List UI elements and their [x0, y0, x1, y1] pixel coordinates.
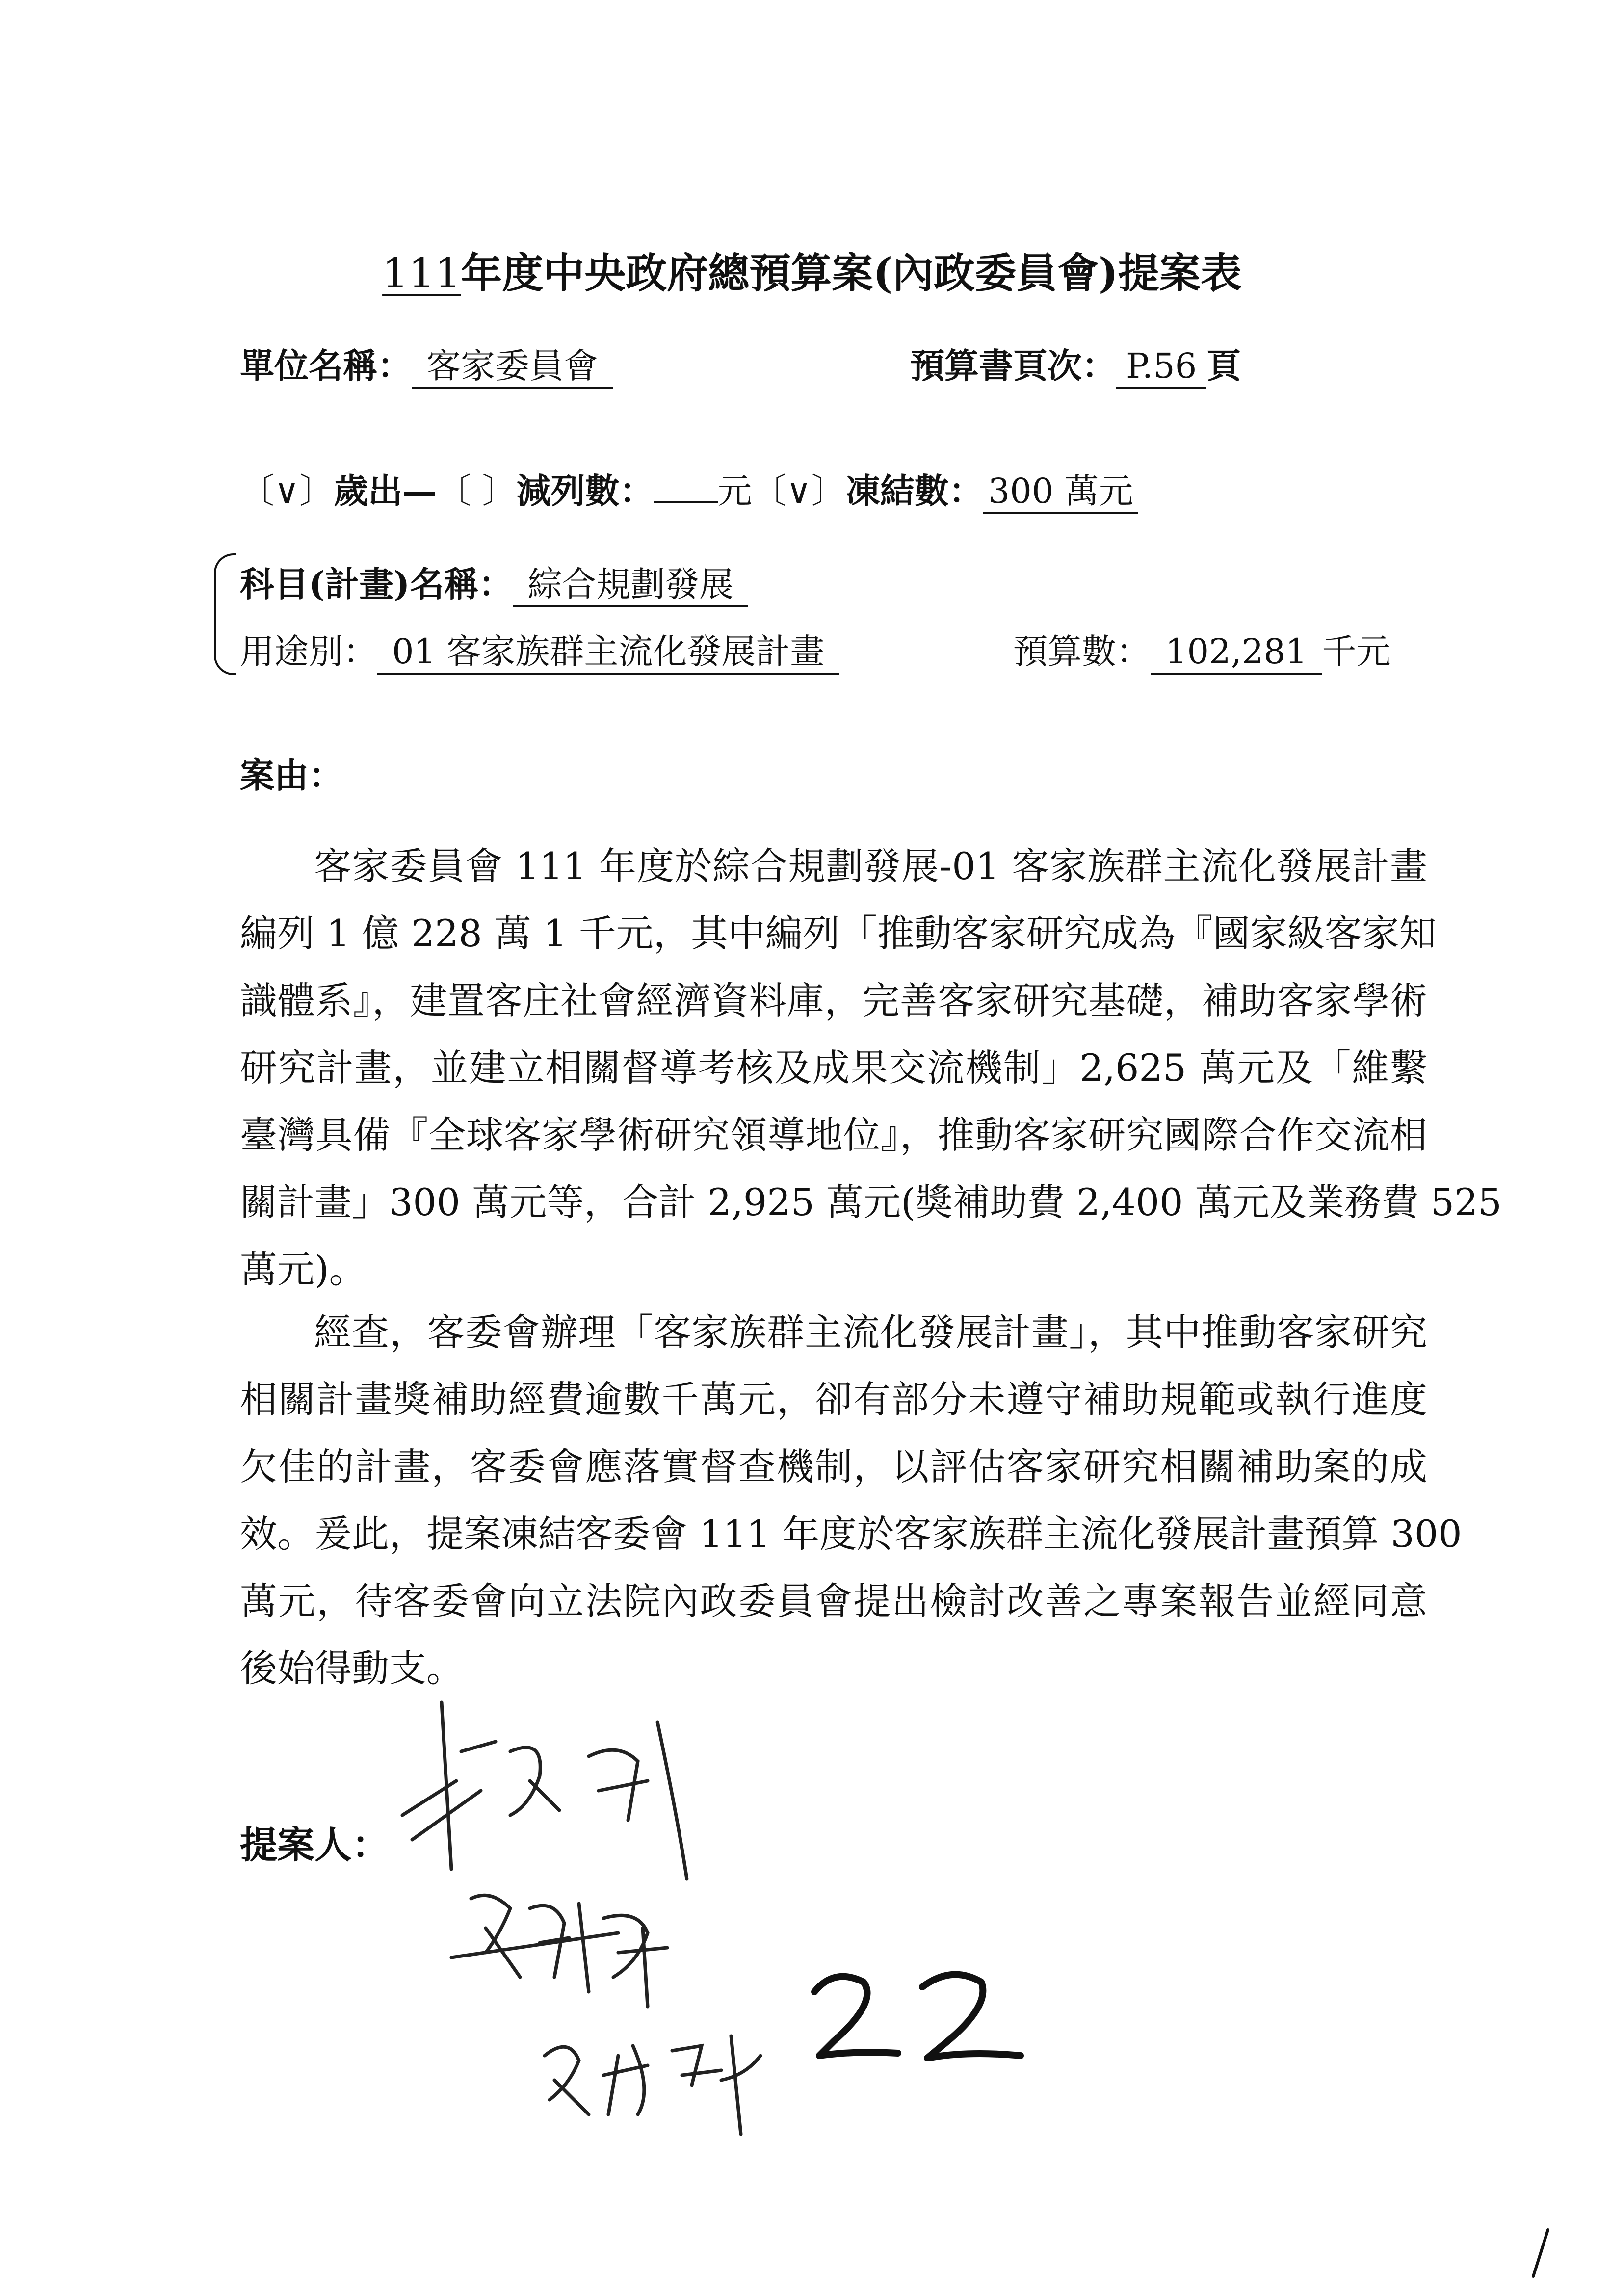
proposer-label: 提案人：	[240, 1823, 389, 1867]
budget-value: 102,281	[1151, 633, 1322, 675]
freeze-checkbox: 〔∨〕	[752, 471, 846, 511]
paragraph2-line: 萬元，待客委會向立法院內政委員會提出檢討改善之專案報告並經同意	[240, 1579, 1427, 1623]
signature-1	[383, 1693, 702, 1899]
expense-label: 歲出—	[334, 470, 437, 511]
title-text: 年度中央政府總預算案(內政委員會)提案表	[461, 249, 1242, 297]
paragraph2-line: 後始得動支。	[240, 1646, 464, 1690]
purpose-row	[240, 624, 839, 675]
stray-mark	[1526, 2227, 1555, 2281]
paragraph1-line: 研究計畫，並建立相關督導考核及成果交流機制」2,625 萬元及「維繫	[240, 1046, 1427, 1090]
signature-3	[535, 2016, 790, 2144]
paragraph1-line: 編列 1 億 228 萬 1 千元，其中編列「推動客家研究成為『國家級客家知	[240, 912, 1437, 955]
unit-value: 客家委員會	[412, 347, 613, 389]
paragraph1-line: 萬元)。	[240, 1248, 367, 1291]
page-title	[0, 240, 1624, 300]
budget-label: 預算數：	[1013, 631, 1151, 672]
title-year: 111	[382, 249, 461, 297]
reduce-label: 減列數：	[516, 470, 654, 511]
expense-checkbox: 〔∨〕	[240, 471, 334, 511]
action-row	[240, 464, 1138, 514]
page-ref-value: P.56	[1116, 347, 1206, 389]
page-ref-label: 預算書頁次：	[910, 345, 1116, 386]
paragraph2-line: 欠佳的計畫，客委會應落實督查機制，以評估客家研究相關補助案的成	[240, 1445, 1427, 1488]
purpose-label: 用途別：	[240, 631, 377, 672]
paragraph1-line: 臺灣具備『全球客家學術研究領導地位』，推動客家研究國際合作交流相	[240, 1113, 1427, 1157]
paragraph2-line: 相關計畫獎補助經費逾數千萬元，卻有部分未遵守補助規範或執行進度	[240, 1378, 1427, 1421]
unit-row	[240, 339, 613, 389]
paragraph1-line: 客家委員會 111 年度於綜合規劃發展-01 客家族群主流化發展計畫	[314, 844, 1427, 888]
signature-2	[442, 1879, 716, 2026]
subject-bracket	[214, 553, 236, 675]
page-ref-suffix: 頁	[1206, 345, 1241, 386]
subject-label: 科目(計畫)名稱：	[240, 564, 513, 604]
reason-label: 案由：	[240, 755, 343, 796]
paragraph2-line: 經查，客委會辦理「客家族群主流化發展計畫」，其中推動客家研究	[314, 1310, 1427, 1354]
budget-unit: 千元	[1322, 631, 1391, 672]
page-ref-row	[910, 339, 1241, 389]
paragraph1-line: 關計畫」300 萬元等，合計 2,925 萬元(獎補助費 2,400 萬元及業務費 525	[240, 1180, 1502, 1224]
unit-label: 單位名稱：	[240, 345, 412, 386]
reduce-unit: 元	[717, 471, 752, 511]
freeze-value: 300 萬元	[983, 472, 1138, 514]
purpose-value: 01 客家族群主流化發展計畫	[377, 633, 839, 675]
reduce-blank	[654, 471, 718, 503]
budget-row	[1013, 624, 1390, 675]
subject-row	[240, 557, 748, 607]
paragraph2-line: 效。爰此，提案凍結客委會 111 年度於客家族群主流化發展計畫預算 300	[240, 1512, 1462, 1556]
reduce-checkbox: 〔 〕	[437, 471, 517, 511]
subject-value: 綜合規劃發展	[513, 566, 748, 607]
paragraph1-line: 識體系』，建置客庄社會經濟資料庫，完善客家研究基礎，補助客家學術	[240, 979, 1427, 1022]
freeze-label: 凍結數：	[845, 470, 983, 511]
handwritten-number-22	[805, 1962, 1030, 2070]
